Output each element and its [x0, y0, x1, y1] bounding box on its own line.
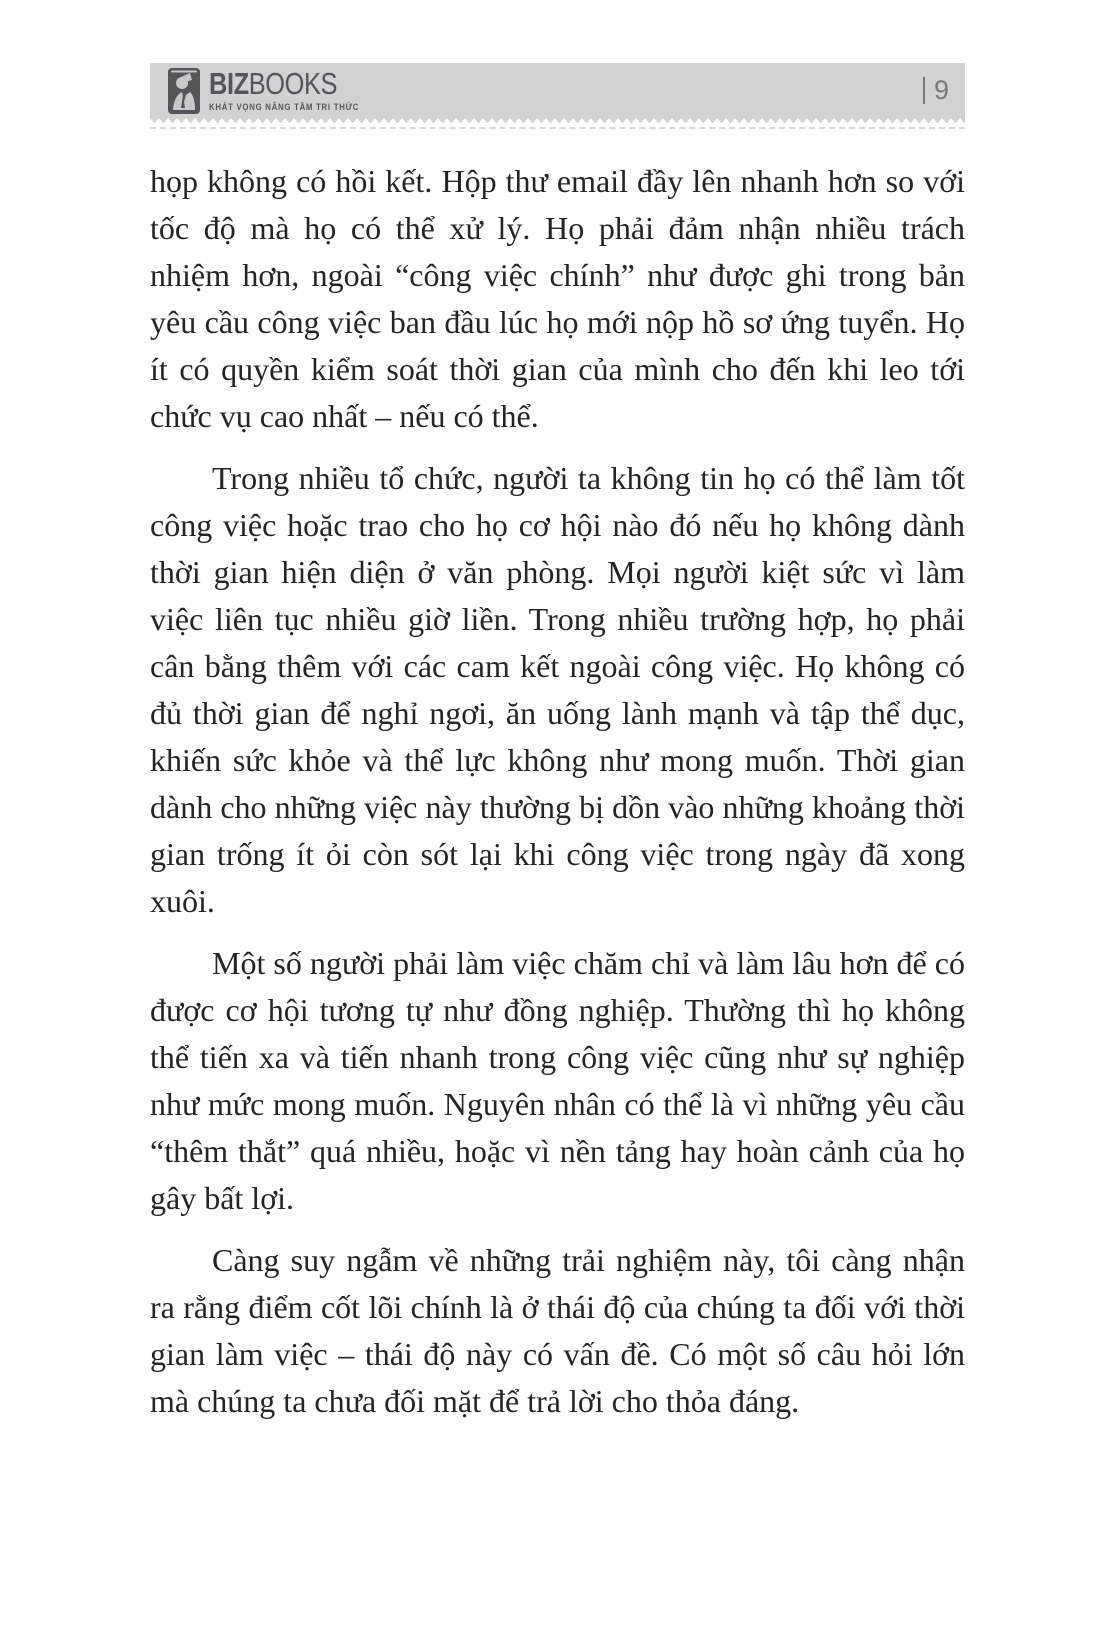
logo-text-block: [209, 68, 359, 113]
body-text: [150, 158, 965, 1440]
brand-books: BOOKS: [248, 66, 338, 102]
paragraph-2: Trong nhiều tổ chức, người ta không tin họ có thể làm tốt công việc hoặc trao cho họ cơ hội nào đó nếu họ không dành thời gian hiện diện ở văn phòng. Mọi người kiệt sức vì làm việc liên tục nhiều giờ liền. Trong nhiều trường hợp, họ phải cân bằng thêm với các cam kết ngoài công việc. Họ không có đủ thời gian để nghỉ ngơi, ăn uống lành mạnh và tập thể dục, khiến sức khỏe và thể lực không như mong muốn. Thời gian dành cho những việc này thường bị dồn vào những khoảng thời gian trống ít ỏi còn sót lại khi công việc trong ngày đã xong xuôi.: [150, 460, 965, 919]
paragraph-1: họp không có hồi kết. Hộp thư email đầy lên nhanh hơn so với tốc độ mà họ có thể xử lý. Họ phải đảm nhận nhiều trách nhiệm hơn, ngoài “công việc chính” như được ghi trong bản yêu cầu công việc ban đầu lúc họ mới nộp hồ sơ ứng tuyển. Họ ít có quyền kiểm soát thời gian của mình cho đến khi leo tới chức vụ cao nhất – nếu có thể.: [150, 163, 965, 434]
page-number-separator: [923, 77, 925, 104]
bizbooks-book-icon: [168, 68, 200, 114]
band-dashed-line: [150, 127, 965, 129]
header-band: [150, 63, 965, 118]
page-number: [923, 75, 949, 106]
page-header: [150, 63, 965, 129]
brand-biz: BIZ: [209, 66, 249, 102]
page-number-value: 9: [933, 75, 949, 105]
band-perforation-edge: [150, 118, 965, 124]
brand-name: [209, 66, 359, 102]
brand-tagline: KHÁT VỌNG NÂNG TẦM TRI THỨC: [209, 102, 360, 114]
bizbooks-logo: [168, 68, 392, 114]
paragraph-3: Một số người phải làm việc chăm chỉ và làm lâu hơn để có được cơ hội tương tự như đồng nghiệp. Thường thì họ không thể tiến xa và tiến nhanh trong công việc cũng như sự nghiệp như mức mong muốn. Nguyên nhân có thể là vì những yêu cầu “thêm thắt” quá nhiều, hoặc vì nền tảng hay hoàn cảnh của họ gây bất lợi.: [150, 945, 965, 1216]
paragraph-4: Càng suy ngẫm về những trải nghiệm này, tôi càng nhận ra rằng điểm cốt lõi chính là ở thái độ của chúng ta đối với thời gian làm việc – thái độ này có vấn đề. Có một số câu hỏi lớn mà chúng ta chưa đối mặt để trả lời cho thỏa đáng.: [150, 1242, 965, 1419]
